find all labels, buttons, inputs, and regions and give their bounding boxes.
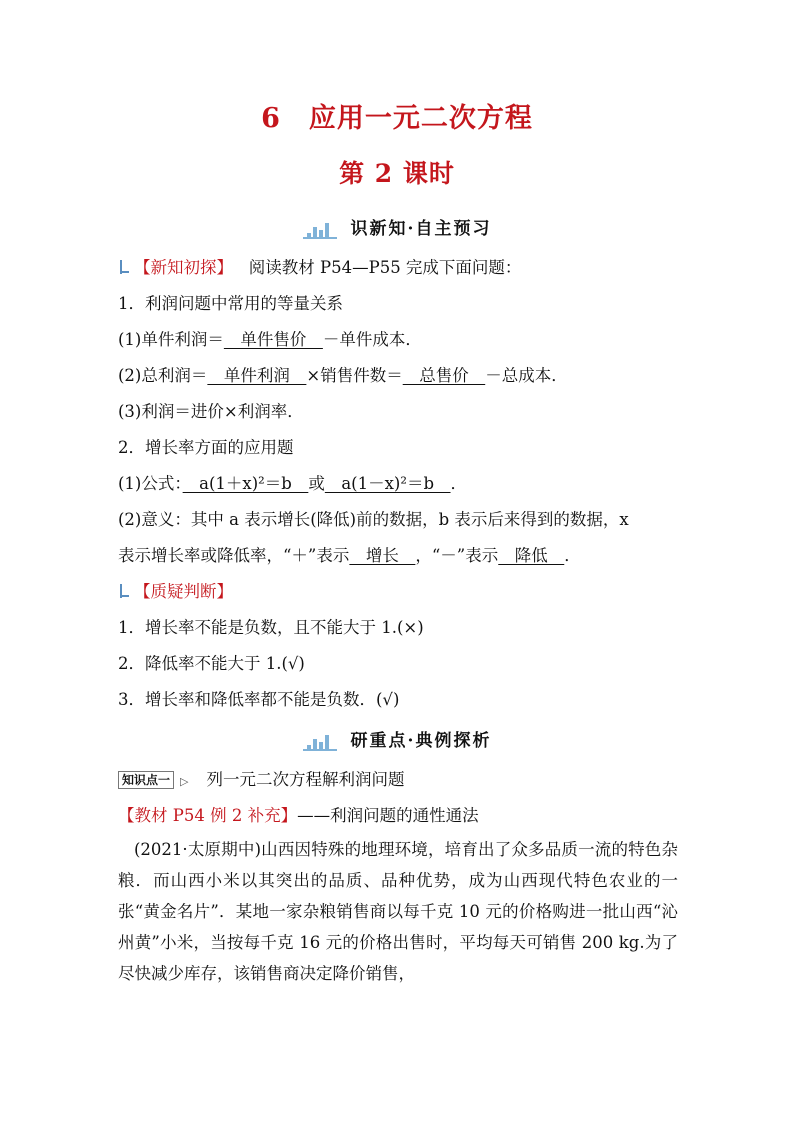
new-knowledge-row xyxy=(118,254,521,278)
text-segment: ×销售件数＝ xyxy=(306,366,403,385)
text-segment: (2)总利润＝ xyxy=(118,366,208,385)
text-segment: (1)公式： xyxy=(118,474,183,493)
supplement-text: ——利润问题的通性通法 xyxy=(297,806,479,825)
item-1-1 xyxy=(118,326,422,350)
judge-item: 2．降低率不能大于 1.(√) xyxy=(118,654,305,673)
item-2-2-line1: (2)意义：其中 a 表示增长(降低)前的数据，b 表示后来得到的数据，x xyxy=(118,510,629,529)
answer-blank: 总售价 xyxy=(402,366,486,385)
bar-chart-icon xyxy=(303,733,337,751)
text-segment: －总成本． xyxy=(485,366,568,385)
answer-blank: a(1＋x)²＝b xyxy=(182,474,309,493)
supplement-row xyxy=(118,802,479,826)
section-heading-text: 识新知·自主预习 xyxy=(350,219,492,239)
example-paragraph: (2021·太原期中)山西因特殊的地理环境，培育出了众多品质一流的特色杂粮．而山西小米以其突出的品质、品种优势，成为山西现代特色农业的一张“黄金名片”．某地一家杂粮销售商以每千克 10 元的价格购进一批山西“沁州黄”小米，当按每千克 16 元的价格出售时，平均每天可销售 200 kg.为了尽快减少库存，该销售商决定降价销售， xyxy=(118,840,678,983)
tag-icon xyxy=(118,584,130,598)
section-heading-preview xyxy=(0,214,794,239)
answer-blank: a(1－x)²＝b xyxy=(324,474,451,493)
item-1: 1．利润问题中常用的等量关系 xyxy=(118,294,343,313)
page-title: 6 应用一元二次方程 xyxy=(261,103,533,134)
item-2: 2．增长率方面的应用题 xyxy=(118,438,294,457)
answer-blank: 单件售价 xyxy=(223,330,323,349)
page-subtitle: 第 2 课时 xyxy=(339,159,455,188)
judge-item: 1．增长率不能是负数，且不能大于 1.(×) xyxy=(118,618,424,637)
section-heading-text: 研重点·典例探析 xyxy=(350,731,492,751)
knowledge-point-row xyxy=(118,766,404,790)
text-segment: －单件成本． xyxy=(322,330,422,349)
text-segment: ． xyxy=(450,474,468,493)
answer-blank: 降低 xyxy=(498,546,565,565)
knowledge-point-title: 列一元二次方程解利润问题 xyxy=(206,770,405,789)
knowledge-point-badge: 知识点一 xyxy=(118,771,174,789)
text-segment: (1)单件利润＝ xyxy=(118,330,224,349)
new-knowledge-tag: 【新知初探】 xyxy=(134,258,233,277)
text-segment: 或 xyxy=(308,474,325,493)
answer-blank: 增长 xyxy=(349,546,416,565)
tag-icon xyxy=(118,260,130,274)
judge-item: 3．增长率和降低率都不能是负数．(√) xyxy=(118,690,400,709)
arrow-icon: ▷ xyxy=(180,775,189,788)
judge-row xyxy=(118,578,233,602)
judge-tag: 【质疑判断】 xyxy=(134,582,233,601)
text-segment: ，“－”表示 xyxy=(415,546,499,565)
item-2-1 xyxy=(118,470,467,494)
answer-blank: 单件利润 xyxy=(207,366,307,385)
supplement-tag: 【教材 P54 例 2 补充】 xyxy=(118,806,298,825)
bar-chart-icon xyxy=(303,221,337,239)
item-1-3: (3)利润＝进价×利润率． xyxy=(118,402,304,421)
section-heading-examples xyxy=(0,726,794,751)
text-segment: 表示增长率或降低率，“＋”表示 xyxy=(118,546,350,565)
text-segment: ． xyxy=(564,546,581,565)
item-2-2-line2 xyxy=(118,542,581,566)
item-1-2 xyxy=(118,362,568,386)
intro-text: 阅读教材 P54—P55 完成下面问题： xyxy=(248,258,522,277)
